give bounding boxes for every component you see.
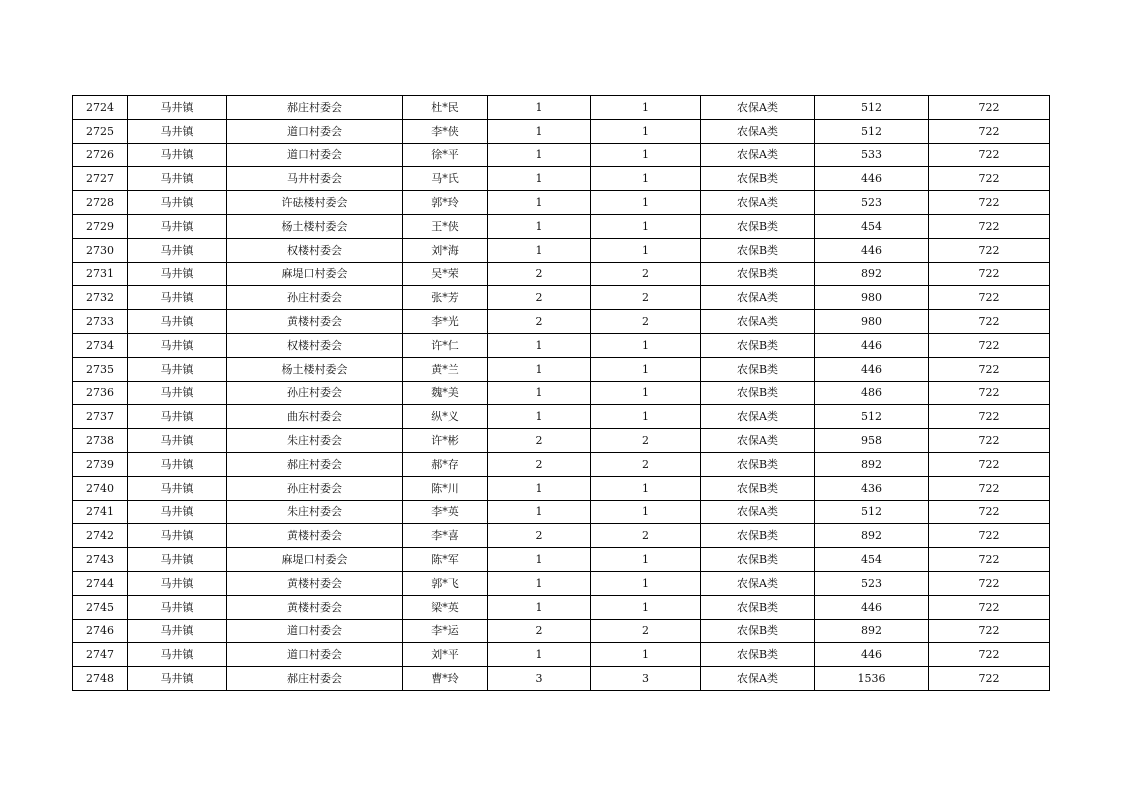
town-cell: 马井镇: [128, 167, 227, 191]
count-a-cell: 2: [488, 286, 591, 310]
category-cell: 农保B类: [701, 167, 815, 191]
amount-cell: 446: [815, 238, 929, 262]
table-row: [73, 96, 1050, 120]
count-b-cell: 1: [591, 119, 701, 143]
count-b-cell: 1: [591, 357, 701, 381]
count-a-cell: 1: [488, 476, 591, 500]
serial-number-cell: 2731: [73, 262, 128, 286]
amount-cell: 892: [815, 452, 929, 476]
amount-cell: 523: [815, 571, 929, 595]
name-cell: 吴*荣: [403, 262, 488, 286]
table-row: [73, 571, 1050, 595]
town-cell: 马井镇: [128, 476, 227, 500]
count-b-cell: 1: [591, 643, 701, 667]
serial-number-cell: 2736: [73, 381, 128, 405]
village-committee-cell: 郝庄村委会: [227, 667, 403, 691]
count-b-cell: 2: [591, 286, 701, 310]
count-b-cell: 2: [591, 262, 701, 286]
serial-number-cell: 2737: [73, 405, 128, 429]
count-a-cell: 1: [488, 167, 591, 191]
category-cell: 农保B类: [701, 214, 815, 238]
table-row: [73, 262, 1050, 286]
serial-number-cell: 2729: [73, 214, 128, 238]
count-b-cell: 1: [591, 191, 701, 215]
standard-cell: 722: [929, 119, 1050, 143]
category-cell: 农保B类: [701, 643, 815, 667]
name-cell: 王*侠: [403, 214, 488, 238]
category-cell: 农保A类: [701, 143, 815, 167]
town-cell: 马井镇: [128, 119, 227, 143]
standard-cell: 722: [929, 429, 1050, 453]
category-cell: 农保A类: [701, 96, 815, 120]
village-committee-cell: 黄楼村委会: [227, 524, 403, 548]
town-cell: 马井镇: [128, 286, 227, 310]
amount-cell: 454: [815, 214, 929, 238]
count-a-cell: 2: [488, 619, 591, 643]
village-committee-cell: 朱庄村委会: [227, 429, 403, 453]
count-a-cell: 1: [488, 643, 591, 667]
village-committee-cell: 许砝楼村委会: [227, 191, 403, 215]
table-row: [73, 381, 1050, 405]
serial-number-cell: 2728: [73, 191, 128, 215]
count-a-cell: 1: [488, 238, 591, 262]
town-cell: 马井镇: [128, 500, 227, 524]
serial-number-cell: 2742: [73, 524, 128, 548]
standard-cell: 722: [929, 548, 1050, 572]
town-cell: 马井镇: [128, 214, 227, 238]
amount-cell: 533: [815, 143, 929, 167]
town-cell: 马井镇: [128, 143, 227, 167]
village-committee-cell: 道口村委会: [227, 619, 403, 643]
count-b-cell: 2: [591, 429, 701, 453]
serial-number-cell: 2747: [73, 643, 128, 667]
town-cell: 马井镇: [128, 452, 227, 476]
standard-cell: 722: [929, 619, 1050, 643]
table-row: [73, 667, 1050, 691]
table-row: [73, 452, 1050, 476]
serial-number-cell: 2733: [73, 310, 128, 334]
serial-number-cell: 2745: [73, 595, 128, 619]
village-committee-cell: 杨土楼村委会: [227, 357, 403, 381]
category-cell: 农保B类: [701, 595, 815, 619]
count-b-cell: 1: [591, 167, 701, 191]
table-row: [73, 405, 1050, 429]
town-cell: 马井镇: [128, 96, 227, 120]
amount-cell: 446: [815, 167, 929, 191]
serial-number-cell: 2746: [73, 619, 128, 643]
standard-cell: 722: [929, 262, 1050, 286]
standard-cell: 722: [929, 476, 1050, 500]
count-a-cell: 1: [488, 333, 591, 357]
name-cell: 李*英: [403, 500, 488, 524]
amount-cell: 1536: [815, 667, 929, 691]
count-b-cell: 1: [591, 214, 701, 238]
table-row: [73, 643, 1050, 667]
serial-number-cell: 2743: [73, 548, 128, 572]
name-cell: 杜*民: [403, 96, 488, 120]
count-b-cell: 1: [591, 381, 701, 405]
amount-cell: 446: [815, 333, 929, 357]
village-committee-cell: 郝庄村委会: [227, 96, 403, 120]
amount-cell: 512: [815, 96, 929, 120]
count-b-cell: 1: [591, 500, 701, 524]
category-cell: 农保B类: [701, 357, 815, 381]
standard-cell: 722: [929, 667, 1050, 691]
amount-cell: 980: [815, 310, 929, 334]
table-body: [73, 96, 1050, 691]
table-row: [73, 619, 1050, 643]
standard-cell: 722: [929, 381, 1050, 405]
serial-number-cell: 2739: [73, 452, 128, 476]
village-committee-cell: 朱庄村委会: [227, 500, 403, 524]
data-table: [72, 95, 1050, 691]
name-cell: 李*喜: [403, 524, 488, 548]
standard-cell: 722: [929, 452, 1050, 476]
table-row: [73, 524, 1050, 548]
count-b-cell: 1: [591, 238, 701, 262]
town-cell: 马井镇: [128, 643, 227, 667]
count-a-cell: 2: [488, 524, 591, 548]
count-b-cell: 1: [591, 571, 701, 595]
count-b-cell: 2: [591, 619, 701, 643]
name-cell: 魏*美: [403, 381, 488, 405]
amount-cell: 454: [815, 548, 929, 572]
table-row: [73, 286, 1050, 310]
amount-cell: 958: [815, 429, 929, 453]
category-cell: 农保B类: [701, 619, 815, 643]
category-cell: 农保A类: [701, 310, 815, 334]
count-a-cell: 2: [488, 310, 591, 334]
town-cell: 马井镇: [128, 262, 227, 286]
standard-cell: 722: [929, 238, 1050, 262]
table-row: [73, 357, 1050, 381]
count-a-cell: 1: [488, 548, 591, 572]
amount-cell: 892: [815, 619, 929, 643]
village-committee-cell: 郝庄村委会: [227, 452, 403, 476]
count-a-cell: 1: [488, 143, 591, 167]
amount-cell: 512: [815, 119, 929, 143]
town-cell: 马井镇: [128, 619, 227, 643]
village-committee-cell: 黄楼村委会: [227, 571, 403, 595]
count-b-cell: 2: [591, 524, 701, 548]
serial-number-cell: 2744: [73, 571, 128, 595]
table-row: [73, 310, 1050, 334]
village-committee-cell: 道口村委会: [227, 643, 403, 667]
village-committee-cell: 孙庄村委会: [227, 286, 403, 310]
town-cell: 马井镇: [128, 667, 227, 691]
town-cell: 马井镇: [128, 524, 227, 548]
town-cell: 马井镇: [128, 548, 227, 572]
category-cell: 农保B类: [701, 262, 815, 286]
village-committee-cell: 道口村委会: [227, 143, 403, 167]
count-b-cell: 2: [591, 310, 701, 334]
town-cell: 马井镇: [128, 333, 227, 357]
table-row: [73, 167, 1050, 191]
serial-number-cell: 2735: [73, 357, 128, 381]
name-cell: 李*侠: [403, 119, 488, 143]
count-a-cell: 1: [488, 405, 591, 429]
table-row: [73, 429, 1050, 453]
category-cell: 农保B类: [701, 381, 815, 405]
name-cell: 郭*玲: [403, 191, 488, 215]
category-cell: 农保B类: [701, 333, 815, 357]
name-cell: 刘*平: [403, 643, 488, 667]
table-row: [73, 143, 1050, 167]
table-row: [73, 119, 1050, 143]
standard-cell: 722: [929, 357, 1050, 381]
category-cell: 农保B类: [701, 238, 815, 262]
standard-cell: 722: [929, 595, 1050, 619]
name-cell: 许*彬: [403, 429, 488, 453]
count-a-cell: 1: [488, 500, 591, 524]
category-cell: 农保A类: [701, 286, 815, 310]
count-a-cell: 1: [488, 595, 591, 619]
count-a-cell: 2: [488, 429, 591, 453]
category-cell: 农保A类: [701, 119, 815, 143]
standard-cell: 722: [929, 214, 1050, 238]
category-cell: 农保A类: [701, 571, 815, 595]
category-cell: 农保A类: [701, 405, 815, 429]
standard-cell: 722: [929, 500, 1050, 524]
count-a-cell: 1: [488, 214, 591, 238]
count-b-cell: 1: [591, 548, 701, 572]
standard-cell: 722: [929, 405, 1050, 429]
village-committee-cell: 孙庄村委会: [227, 476, 403, 500]
village-committee-cell: 孙庄村委会: [227, 381, 403, 405]
category-cell: 农保A类: [701, 191, 815, 215]
count-b-cell: 1: [591, 476, 701, 500]
serial-number-cell: 2734: [73, 333, 128, 357]
name-cell: 马*氏: [403, 167, 488, 191]
serial-number-cell: 2741: [73, 500, 128, 524]
name-cell: 刘*海: [403, 238, 488, 262]
name-cell: 张*芳: [403, 286, 488, 310]
name-cell: 许*仁: [403, 333, 488, 357]
count-b-cell: 1: [591, 595, 701, 619]
name-cell: 郭*飞: [403, 571, 488, 595]
table-row: [73, 333, 1050, 357]
serial-number-cell: 2732: [73, 286, 128, 310]
category-cell: 农保A类: [701, 429, 815, 453]
town-cell: 马井镇: [128, 405, 227, 429]
amount-cell: 446: [815, 357, 929, 381]
town-cell: 马井镇: [128, 310, 227, 334]
serial-number-cell: 2724: [73, 96, 128, 120]
village-committee-cell: 道口村委会: [227, 119, 403, 143]
town-cell: 马井镇: [128, 571, 227, 595]
amount-cell: 523: [815, 191, 929, 215]
standard-cell: 722: [929, 143, 1050, 167]
village-committee-cell: 权楼村委会: [227, 238, 403, 262]
name-cell: 徐*平: [403, 143, 488, 167]
category-cell: 农保A类: [701, 500, 815, 524]
amount-cell: 436: [815, 476, 929, 500]
amount-cell: 486: [815, 381, 929, 405]
table-row: [73, 500, 1050, 524]
category-cell: 农保B类: [701, 452, 815, 476]
category-cell: 农保A类: [701, 667, 815, 691]
count-b-cell: 1: [591, 333, 701, 357]
name-cell: 梁*英: [403, 595, 488, 619]
standard-cell: 722: [929, 167, 1050, 191]
name-cell: 陈*军: [403, 548, 488, 572]
serial-number-cell: 2730: [73, 238, 128, 262]
name-cell: 李*运: [403, 619, 488, 643]
name-cell: 陈*川: [403, 476, 488, 500]
town-cell: 马井镇: [128, 595, 227, 619]
village-committee-cell: 权楼村委会: [227, 333, 403, 357]
town-cell: 马井镇: [128, 381, 227, 405]
town-cell: 马井镇: [128, 191, 227, 215]
village-committee-cell: 杨土楼村委会: [227, 214, 403, 238]
standard-cell: 722: [929, 571, 1050, 595]
town-cell: 马井镇: [128, 429, 227, 453]
count-a-cell: 1: [488, 381, 591, 405]
standard-cell: 722: [929, 524, 1050, 548]
town-cell: 马井镇: [128, 357, 227, 381]
amount-cell: 892: [815, 524, 929, 548]
table-row: [73, 238, 1050, 262]
amount-cell: 512: [815, 405, 929, 429]
name-cell: 郝*存: [403, 452, 488, 476]
amount-cell: 446: [815, 595, 929, 619]
village-committee-cell: 麻堤口村委会: [227, 262, 403, 286]
standard-cell: 722: [929, 643, 1050, 667]
count-a-cell: 1: [488, 96, 591, 120]
count-b-cell: 2: [591, 452, 701, 476]
count-a-cell: 3: [488, 667, 591, 691]
count-b-cell: 1: [591, 96, 701, 120]
serial-number-cell: 2726: [73, 143, 128, 167]
table-row: [73, 214, 1050, 238]
table-row: [73, 191, 1050, 215]
standard-cell: 722: [929, 96, 1050, 120]
village-committee-cell: 黄楼村委会: [227, 310, 403, 334]
serial-number-cell: 2727: [73, 167, 128, 191]
count-a-cell: 1: [488, 357, 591, 381]
standard-cell: 722: [929, 333, 1050, 357]
serial-number-cell: 2740: [73, 476, 128, 500]
serial-number-cell: 2725: [73, 119, 128, 143]
count-b-cell: 3: [591, 667, 701, 691]
table-row: [73, 476, 1050, 500]
village-committee-cell: 黄楼村委会: [227, 595, 403, 619]
category-cell: 农保B类: [701, 476, 815, 500]
amount-cell: 512: [815, 500, 929, 524]
count-a-cell: 1: [488, 119, 591, 143]
category-cell: 农保B类: [701, 524, 815, 548]
count-b-cell: 1: [591, 405, 701, 429]
serial-number-cell: 2748: [73, 667, 128, 691]
category-cell: 农保B类: [701, 548, 815, 572]
name-cell: 曹*玲: [403, 667, 488, 691]
village-committee-cell: 麻堤口村委会: [227, 548, 403, 572]
count-a-cell: 2: [488, 452, 591, 476]
standard-cell: 722: [929, 191, 1050, 215]
village-committee-cell: 曲东村委会: [227, 405, 403, 429]
standard-cell: 722: [929, 286, 1050, 310]
name-cell: 纵*义: [403, 405, 488, 429]
village-committee-cell: 马井村委会: [227, 167, 403, 191]
table-row: [73, 595, 1050, 619]
serial-number-cell: 2738: [73, 429, 128, 453]
count-a-cell: 1: [488, 191, 591, 215]
amount-cell: 892: [815, 262, 929, 286]
count-b-cell: 1: [591, 143, 701, 167]
name-cell: 黄*兰: [403, 357, 488, 381]
amount-cell: 980: [815, 286, 929, 310]
name-cell: 李*光: [403, 310, 488, 334]
table-row: [73, 548, 1050, 572]
standard-cell: 722: [929, 310, 1050, 334]
count-a-cell: 1: [488, 571, 591, 595]
town-cell: 马井镇: [128, 238, 227, 262]
count-a-cell: 2: [488, 262, 591, 286]
amount-cell: 446: [815, 643, 929, 667]
